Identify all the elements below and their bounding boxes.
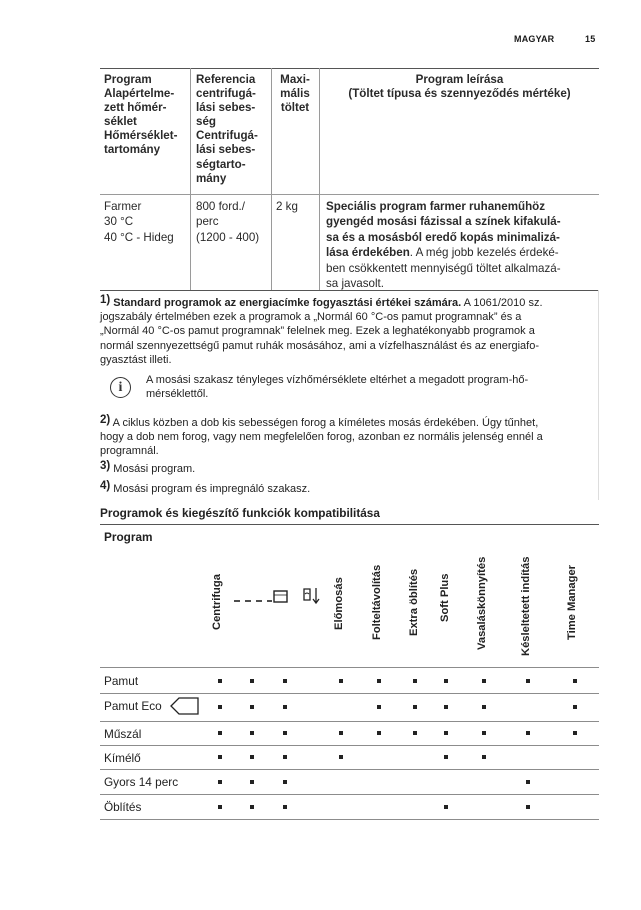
row-divider bbox=[100, 769, 599, 770]
compat-mark bbox=[377, 731, 381, 735]
compat-mark bbox=[218, 755, 222, 759]
cell-program-farmer: Farmer 30 °C 40 °C - Hideg bbox=[104, 200, 174, 244]
compat-mark bbox=[413, 679, 417, 683]
compat-mark bbox=[250, 731, 254, 735]
header-description: Program leírása (Töltet típusa és szennyeződés mértéke) bbox=[348, 73, 571, 101]
compat-mark bbox=[218, 780, 222, 784]
compat-mark bbox=[444, 805, 448, 809]
col-kesleltetett-inditas: Késleltetett indítás bbox=[520, 556, 532, 656]
row-label: Kímélő bbox=[104, 751, 141, 765]
compat-mark bbox=[283, 705, 287, 709]
header-program-col: Program bbox=[104, 530, 153, 544]
compat-mark bbox=[339, 679, 343, 683]
compat-mark bbox=[283, 679, 287, 683]
footnote-2: 2) A ciklus közben a dob kis sebességen forog a kíméletes mosás érdekében. Úgy tűnhet, hogy a dob nem forog, vagy nem megfelelően forog, azonban ez normális jelenség ennél a programnál. bbox=[100, 414, 543, 458]
col-extra-oblites: Extra öblítés bbox=[408, 568, 420, 636]
compat-mark bbox=[218, 731, 222, 735]
compat-mark bbox=[413, 705, 417, 709]
row-divider bbox=[100, 819, 599, 820]
compat-mark bbox=[377, 679, 381, 683]
compat-mark bbox=[218, 805, 222, 809]
compat-mark bbox=[283, 731, 287, 735]
info-note: A mosási szakasz tényleges vízhőmérséklete eltérhet a megadott program-hő- mérséklettől. bbox=[146, 374, 529, 401]
compat-mark bbox=[339, 755, 343, 759]
compat-mark bbox=[482, 679, 486, 683]
compat-mark bbox=[339, 731, 343, 735]
compat-mark bbox=[526, 780, 530, 784]
header-max-load: Maxi- mális töltet bbox=[280, 73, 310, 115]
compat-mark bbox=[250, 679, 254, 683]
row-label: Műszál bbox=[104, 727, 142, 741]
compat-mark bbox=[444, 755, 448, 759]
row-label: Öblítés bbox=[104, 800, 142, 814]
compat-mark bbox=[482, 705, 486, 709]
col-time-manager: Time Manager bbox=[566, 564, 578, 640]
col-vasalaskonnyites: Vasaláskönnyítés bbox=[476, 556, 488, 650]
row-divider bbox=[100, 745, 599, 746]
compat-mark bbox=[573, 731, 577, 735]
compat-mark bbox=[573, 705, 577, 709]
header-spin-speed: Referencia centrifugá- lási sebes- ség Centrifugá- lási sebes- ségtarto- mány bbox=[196, 73, 258, 185]
rinse-hold-icon bbox=[302, 586, 322, 606]
compat-mark bbox=[482, 731, 486, 735]
compat-mark bbox=[444, 705, 448, 709]
row-label: Pamut Eco bbox=[104, 699, 162, 713]
stop-icon bbox=[234, 582, 296, 608]
compat-mark bbox=[573, 679, 577, 683]
compat-mark bbox=[526, 679, 530, 683]
col-folteltavolitas: Folteltávolítás bbox=[371, 564, 383, 640]
compat-mark bbox=[283, 755, 287, 759]
col-centrifuga: Centrifuga bbox=[211, 574, 223, 630]
page-number: 15 bbox=[585, 34, 596, 44]
col-soft-plus: Soft Plus bbox=[439, 573, 451, 622]
compat-mark bbox=[218, 679, 222, 683]
compat-mark bbox=[444, 679, 448, 683]
footnote-1: 1) Standard programok az energiacímke fogyasztási értékei számára. A 1061/2010 sz. jogszabály értelmében ezek a programok a „Normál 60 °C-os pamut programnak” és a „Normál 40 °C-os pamut programnak” felelnek meg. Ezek a leghatékonyabb programok a normál szennyezettségű pamut ruhák mosásához, ami a vízfelhasználást és az energiafo- gyasztást illeti. bbox=[100, 294, 543, 366]
compat-mark bbox=[250, 755, 254, 759]
cell-description: Speciális program farmer ruhaneműhöz gyengéd mosási fázissal a színek kifakulá- sa és a mosásból eredő kopás minimalizá- lása érdekében. A még jobb kezelés érdeké- ben csökkentett mennyiségű töltet alkalmazá- sa javasolt. bbox=[326, 200, 561, 291]
row-divider bbox=[100, 794, 599, 795]
compat-mark bbox=[526, 805, 530, 809]
compat-mark bbox=[283, 805, 287, 809]
eco-icon bbox=[170, 697, 200, 715]
footnote-4: 4) Mosási program és impregnáló szakasz. bbox=[100, 480, 311, 495]
cell-max-load: 2 kg bbox=[276, 200, 298, 213]
info-icon: i bbox=[110, 377, 131, 398]
compat-mark bbox=[250, 780, 254, 784]
compat-mark bbox=[250, 805, 254, 809]
compat-mark bbox=[444, 731, 448, 735]
compat-mark bbox=[283, 780, 287, 784]
compat-mark bbox=[413, 731, 417, 735]
col-elomosas: Előmosás bbox=[333, 577, 345, 630]
compat-mark bbox=[250, 705, 254, 709]
compat-mark bbox=[482, 755, 486, 759]
compat-mark bbox=[526, 731, 530, 735]
row-label: Gyors 14 perc bbox=[104, 775, 179, 789]
compat-mark bbox=[377, 705, 381, 709]
row-divider bbox=[100, 721, 599, 722]
language-label: MAGYAR bbox=[514, 34, 555, 44]
compatibility-title: Programok és kiegészítő funkciók kompatibilitása bbox=[100, 506, 380, 520]
footnote-3: 3) Mosási program. bbox=[100, 460, 196, 475]
header-program: Program Alapértelme- zett hőmér- séklet Hőmérséklet- tartomány bbox=[104, 73, 178, 157]
compat-mark bbox=[218, 705, 222, 709]
row-divider bbox=[100, 693, 599, 694]
cell-spin-speed: 800 ford./ perc (1200 - 400) bbox=[196, 200, 260, 244]
row-label: Pamut bbox=[104, 674, 139, 688]
